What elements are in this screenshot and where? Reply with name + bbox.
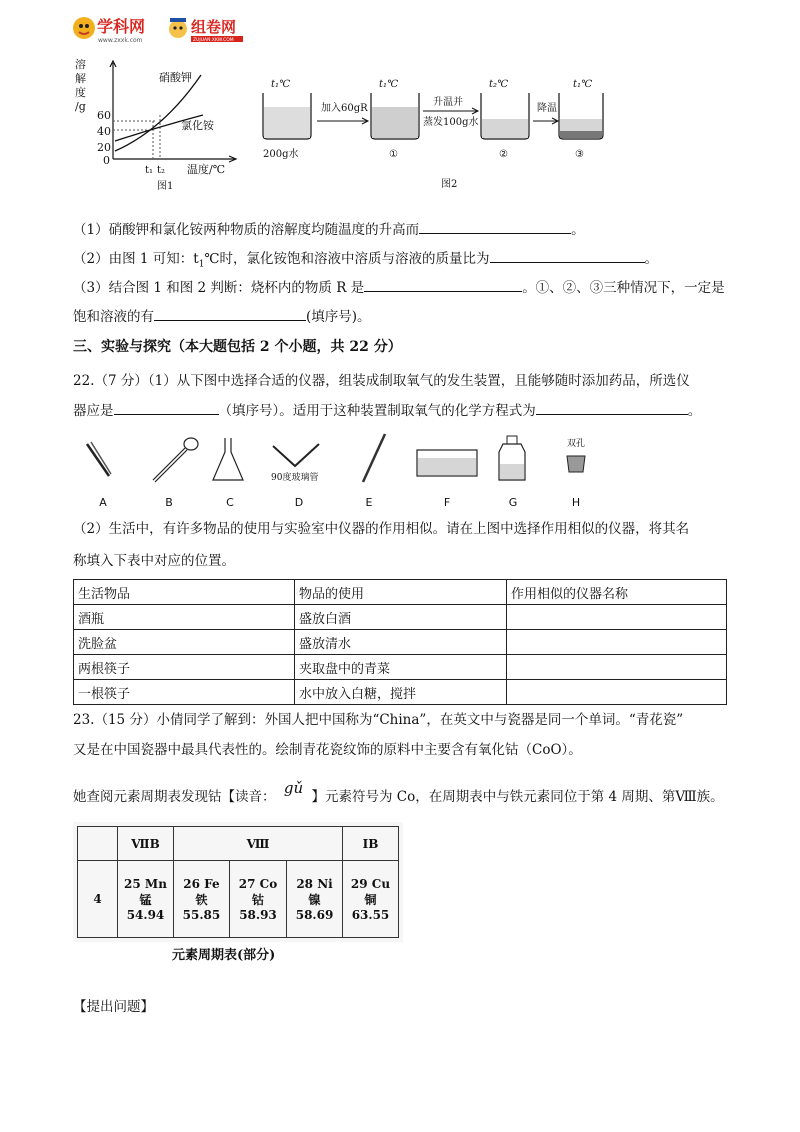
- q21-blank2[interactable]: [490, 249, 645, 263]
- ytick-60: 60: [97, 109, 111, 122]
- figure1-caption: 图1: [157, 181, 174, 192]
- xtick-t1: t₁: [145, 165, 154, 176]
- instrument-d-bent-tube: [271, 444, 319, 483]
- q22-blank2[interactable]: [536, 401, 688, 415]
- answer-cell[interactable]: [507, 680, 727, 705]
- stopper-label: 双孔: [567, 439, 586, 449]
- q22-line3: （2）生活中，有许多物品的使用与实验室中仪器的作用相似。请在上图中选择作用相似的仪器，将其名: [73, 521, 690, 537]
- group-8: Ⅷ: [174, 827, 343, 861]
- table-row: [74, 630, 727, 655]
- xlabel: 温度/℃: [187, 163, 226, 176]
- group-1b: ⅠB: [343, 827, 399, 861]
- instrument-g-label: G: [508, 496, 518, 509]
- table-header: 生活物品: [74, 580, 295, 605]
- logo2-sub: ZUJUAN.XKW.COM: [193, 38, 234, 43]
- q21-blank4[interactable]: [154, 307, 306, 321]
- solubility-figure: [73, 55, 253, 195]
- beaker0-water: [264, 107, 310, 138]
- kno3-label: 硝酸钾: [159, 71, 192, 84]
- zujuanwang-logo: [166, 12, 256, 44]
- element-cu: 29 Cu 铜 63.55: [343, 861, 399, 938]
- answer-cell[interactable]: [507, 630, 727, 655]
- table-header: 作用相似的仪器名称: [507, 580, 727, 605]
- instrument-a-tweezers: [87, 442, 111, 476]
- q21-part2: （2）由图 1 可知：$t_1℃$时，氯化铵饱和溶液中溶质与溶液的质量比为 。: [73, 251, 659, 270]
- arrow2-top-label: 升温并: [433, 97, 463, 108]
- nh4cl-label: 氯化铵: [181, 119, 214, 132]
- period-number: 4: [78, 861, 118, 938]
- q23-line3: 她查阅元素周期表发现钴【读音： gǔ 】元素符号为 Co，在周期表中与铁元素同位于第 4 周期、第Ⅷ族。: [73, 779, 724, 805]
- question-heading: 【提出问题】: [73, 999, 154, 1015]
- q21-part3: （3）结合图 1 和图 2 判断：烧杯内的物质 R 是 。①、②、③三种情况下，一定是: [73, 280, 725, 296]
- life-items-table: [73, 579, 727, 705]
- table-cell: 洗脸盆: [74, 630, 295, 655]
- beaker1-solution: [372, 107, 418, 138]
- q21-part1: （1）硝酸钾和氯化铵两种物质的溶解度均随温度的升高而 。: [73, 222, 585, 238]
- instrument-h-stopper: [567, 437, 585, 472]
- kno3-curve: [115, 75, 201, 151]
- table-row: [74, 605, 727, 630]
- q23-line1: 23.（15 分）小倩同学了解到：外国人把中国称为“China”，在英文中与瓷器是同一个单词。“青花瓷”: [73, 712, 684, 728]
- periodic-table-caption: 元素周期表(部分): [172, 948, 276, 963]
- table-cell: 两根筷子: [74, 655, 295, 680]
- instrument-h-label: H: [571, 496, 581, 509]
- q21-blank3[interactable]: [364, 278, 522, 292]
- group-7b: ⅦB: [118, 827, 174, 861]
- beaker2-solution: [482, 119, 528, 138]
- tube-label: 90度玻璃管: [271, 473, 319, 483]
- ylabel-char-3: 度: [75, 86, 86, 99]
- logo2-text: 组卷网: [191, 18, 237, 36]
- beaker0-label: 200g水: [263, 149, 299, 160]
- q22-line4: 称填入下表中对应的位置。: [73, 553, 235, 569]
- arrow2-bottom-label: 蒸发100g水: [423, 117, 479, 128]
- element-mn: 25 Mn 锰 54.94: [118, 861, 174, 938]
- instrument-e-label: E: [365, 496, 373, 509]
- section3-title: 三、实验与探究（本大题包括 2 个小题，共 22 分）: [73, 339, 402, 355]
- instrument-e-rod: [363, 434, 385, 482]
- pinyin-reading: gǔ: [283, 779, 304, 797]
- q21-part4: 饱和溶液的有 (填序号)。: [73, 309, 371, 325]
- answer-cell[interactable]: [507, 605, 727, 630]
- q21-blank1[interactable]: [419, 220, 571, 234]
- beaker2-temp: t₂℃: [489, 79, 509, 90]
- element-co: 27 Co 钴 58.93: [229, 861, 286, 938]
- ylabel-char-2: 解: [75, 72, 86, 85]
- ytick-40: 40: [97, 125, 111, 138]
- instrument-c-label: C: [226, 496, 234, 509]
- figure2-caption: 图2: [441, 179, 458, 190]
- answer-cell[interactable]: [507, 655, 727, 680]
- q22-line2: 器应是 （填序号）。适用于这种装置制取氧气的化学方程式为 。: [73, 403, 702, 419]
- table-cell: 夹取盘中的青菜: [295, 655, 507, 680]
- instrument-f-trough: [417, 450, 477, 476]
- arrow3-label: 降温: [537, 103, 557, 114]
- ytick-0: 0: [103, 154, 110, 167]
- instrument-f-label: F: [443, 496, 451, 509]
- table-cell: 一根筷子: [74, 680, 295, 705]
- q22-blank1[interactable]: [114, 401, 219, 415]
- instrument-d-label: D: [294, 496, 304, 509]
- element-fe: 26 Fe 铁 55.85: [174, 861, 230, 938]
- xuekewang-logo: [70, 12, 160, 44]
- table-header-row: [74, 580, 727, 605]
- instrument-a-label: A: [99, 496, 107, 509]
- periodic-table-excerpt: [73, 822, 403, 942]
- xtick-t2: t₂: [157, 165, 166, 176]
- q22-line1: 22.（7 分）（1）从下图中选择合适的仪器，组装成制取氧气的发生装置，且能够随时添加药品，所选仪: [73, 373, 690, 389]
- instrument-g-bottle: [499, 436, 525, 480]
- instruments-figure: [73, 430, 633, 512]
- beaker1-label: ①: [389, 149, 398, 160]
- table-row: [74, 655, 727, 680]
- table-header: 物品的使用: [295, 580, 507, 605]
- beaker3-label: ③: [575, 149, 584, 160]
- ytick-20: 20: [97, 141, 111, 154]
- q23-line2: 又是在中国瓷器中最具代表性的。绘制青花瓷纹饰的原料中主要含有氧化钴（CoO）。: [73, 742, 582, 758]
- beaker3-temp: t₁℃: [573, 79, 593, 90]
- beaker0-temp: t₁℃: [271, 79, 291, 90]
- table-cell: 盛放清水: [295, 630, 507, 655]
- instrument-b-label: B: [165, 496, 173, 509]
- ylabel-char-4: /g: [75, 100, 86, 113]
- arrow1-label: 加入60gR: [321, 103, 368, 114]
- beaker3-crystals: [560, 131, 602, 138]
- logo1-text: 学科网: [97, 17, 146, 36]
- beaker1-temp: t₁℃: [379, 79, 399, 90]
- table-cell: 盛放白酒: [295, 605, 507, 630]
- ylabel-char-1: 溶: [75, 58, 86, 71]
- table-cell: 酒瓶: [74, 605, 295, 630]
- logo1-url: www.zxxk.com: [98, 37, 143, 44]
- beaker2-label: ②: [499, 149, 508, 160]
- instrument-b-funnel: [153, 438, 198, 482]
- beaker-process-figure: [255, 75, 605, 193]
- table-row: [74, 680, 727, 705]
- instrument-c-flask: [213, 438, 243, 480]
- element-ni: 28 Ni 镍 58.69: [287, 861, 343, 938]
- table-cell: 水中放入白糖，搅拌: [295, 680, 507, 705]
